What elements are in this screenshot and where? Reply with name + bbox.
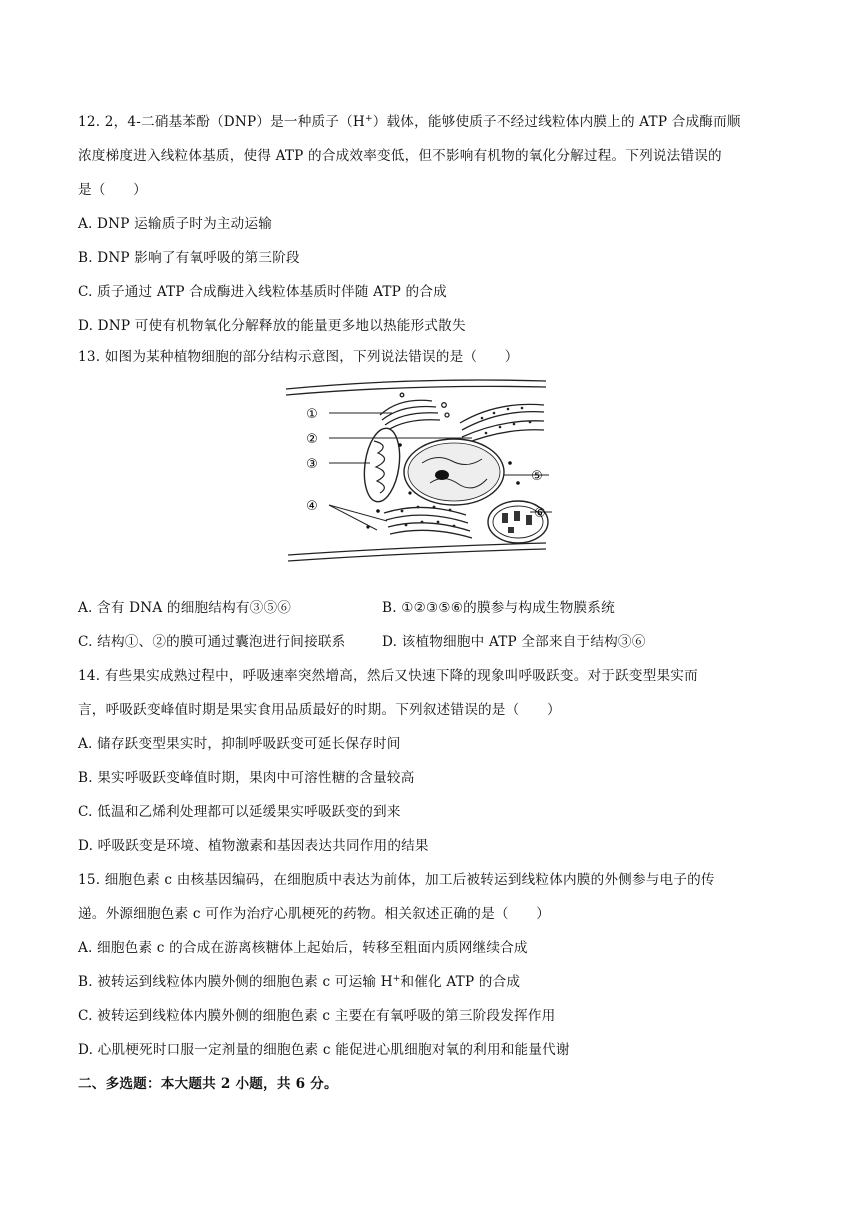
figure-label-2: ② (306, 432, 318, 447)
q13-option-c: C. 结构①、②的膜可通过囊泡进行间接联系 (78, 634, 346, 650)
q12-option-d: D. DNP 可使有机物氧化分解释放的能量更多地以热能形式散失 (78, 318, 466, 334)
q14-option-b: B. 果实呼吸跃变峰值时期，果肉中可溶性糖的含量较高 (78, 770, 415, 786)
q13-option-a: A. 含有 DNA 的细胞结构有③⑤⑥ (78, 600, 292, 616)
figure-label-5: ⑤ (531, 469, 543, 484)
q15-stem-line2: 递。外源细胞色素 c 可作为治疗心肌梗死的药物。相关叙述正确的是（ ） (78, 906, 551, 922)
q13-option-b: B. ①②③⑤⑥的膜参与构成生物膜系统 (382, 600, 615, 616)
q13-option-d: D. 该植物细胞中 ATP 全部来自于结构③⑥ (382, 634, 646, 650)
q12-option-c: C. 质子通过 ATP 合成酶进入线粒体基质时伴随 ATP 的合成 (78, 284, 447, 300)
q14-stem-line1: 14. 有些果实成熟过程中，呼吸速率突然增高，然后又快速下降的现象叫呼吸跃变。对于跃变型果实而 (78, 668, 698, 684)
figure-label-1: ① (306, 407, 318, 422)
q12-stem-line1: 12. 2，4-二硝基苯酚（DNP）是一种质子（H+）载体，能够使质子不经过线粒体内膜上的 ATP 合成酶而顺 (78, 114, 741, 130)
q12-option-b: B. DNP 影响了有氧呼吸的第三阶段 (78, 250, 300, 266)
q15-stem-line1: 15. 细胞色素 c 由核基因编码，在细胞质中表达为前体，加工后被转运到线粒体内膜的外侧参与电子的传 (78, 872, 715, 888)
q12-option-a: A. DNP 运输质子时为主动运输 (78, 216, 273, 232)
q12-stem-line3: 是（ ） (78, 182, 147, 198)
q14-option-a: A. 储存跃变型果实时，抑制呼吸跃变可延长保存时间 (78, 736, 401, 752)
figure-label-3: ③ (306, 457, 318, 472)
q15-option-b: B. 被转运到线粒体内膜外侧的细胞色素 c 可运输 H+和催化 ATP 的合成 (78, 974, 521, 990)
section-heading-multi-choice: 二、多选题：本大题共 2 小题，共 6 分。 (78, 1076, 338, 1092)
q12-stem-line2: 浓度梯度进入线粒体基质，使得 ATP 的合成效率变低，但不影响有机物的氧化分解过程。下列说法错误的 (78, 148, 722, 164)
q13-stem: 13. 如图为某种植物细胞的部分结构示意图，下列说法错误的是（ ） (78, 349, 519, 365)
figure-label-4: ④ (306, 499, 318, 514)
q13-options-row1 (78, 598, 798, 618)
q14-option-c: C. 低温和乙烯利处理都可以延缓果实呼吸跃变的到来 (78, 804, 401, 820)
q14-option-d: D. 呼吸跃变是环境、植物激素和基因表达共同作用的结果 (78, 838, 429, 854)
q13-options-row2 (78, 632, 798, 652)
plant-cell-diagram (282, 375, 552, 565)
q15-option-c: C. 被转运到线粒体内膜外侧的细胞色素 c 主要在有氧呼吸的第三阶段发挥作用 (78, 1008, 556, 1024)
q15-option-a: A. 细胞色素 c 的合成在游离核糖体上起始后，转移至粗面内质网继续合成 (78, 940, 528, 956)
q14-stem-line2: 言，呼吸跃变峰值时期是果实食用品质最好的时期。下列叙述错误的是（ ） (78, 702, 561, 718)
figure-label-6: ⑥ (534, 506, 546, 521)
q15-option-d: D. 心肌梗死时口服一定剂量的细胞色素 c 能促进心肌细胞对氧的利用和能量代谢 (78, 1042, 570, 1058)
